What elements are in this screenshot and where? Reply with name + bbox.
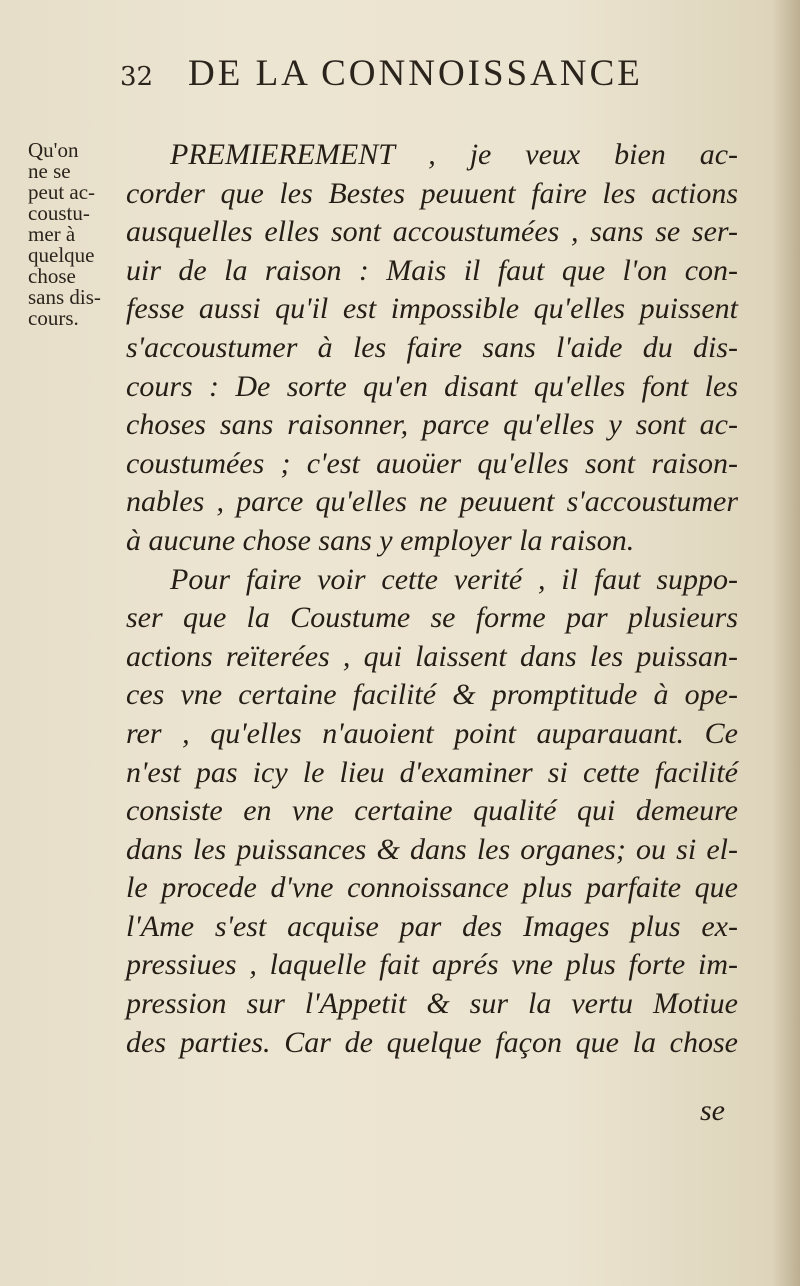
text-line: choses sans raisonner, parce qu'elles y sont ac- [126,408,738,442]
page-header [120,52,700,102]
text-line: ces vne certaine facilité & promptitude à ope- [126,678,738,712]
text-line: ser que la Coustume se forme par plusieurs [126,601,738,635]
text-line: Pour faire voir cette verité , il faut suppo- [170,562,738,596]
text-line: à aucune chose sans y employer la raison. [126,523,635,557]
text-line: s'accoustumer à les faire sans l'aide du dis- [126,330,738,364]
text-line: cours : De sorte qu'en disant qu'elles font les [126,369,738,403]
margin-note [28,140,124,329]
catchword: se [700,1094,725,1127]
text-line: l'Ame s'est acquise par des Images plus ex- [126,909,738,943]
text-line: rer , qu'elles n'auoient point auparauant. Ce [126,716,738,750]
text-line: fesse aussi qu'il est impossible qu'elles puissent [126,292,738,326]
margin-note-line: mer à [28,222,76,246]
text-line: corder que les Bestes peuuent faire les actions [126,176,738,210]
margin-note-line: chose [28,264,76,288]
text-line: n'est pas icy le lieu d'examiner si cette facilité [126,755,738,789]
text-line: uir de la raison : Mais il faut que l'on con- [126,253,738,287]
text-line: ausquelles elles sont accoustumées , sans se ser- [126,215,738,249]
margin-note-line: peut ac- [28,180,96,204]
text-line: dans les puissances & dans les organes; ou si el- [126,832,738,866]
margin-note-line: coustu- [28,201,90,225]
margin-note-line: Qu'on [28,138,79,162]
body-text [126,136,738,1062]
margin-note-line: sans dis- [28,285,101,309]
text-line: coustumées ; c'est auoüer qu'elles sont raison- [126,446,738,480]
text-line: consiste en vne certaine qualité qui demeure [126,794,738,828]
text-line: pression sur l'Appetit & sur la vertu Motiue [126,987,738,1021]
text-line: des parties. Car de quelque façon que la chose [126,1025,738,1059]
running-title: DE LA CONNOISSANCE [188,53,643,94]
page-number: 32 [120,62,154,92]
text-line: PREMIEREMENT , je veux bien ac- [170,138,738,171]
text-line: pressiues , laquelle fait aprés vne plus forte im- [126,948,738,982]
margin-note-line: quelque [28,243,95,267]
text-line: nables , parce qu'elles ne peuuent s'accoustumer [126,485,738,519]
text-line: le procede d'vne connoissance plus parfaite que [126,871,738,905]
margin-note-line: ne se [28,159,71,183]
margin-note-line: cours. [28,306,79,330]
text-line: actions reïterées , qui laissent dans les puissan- [126,639,738,673]
